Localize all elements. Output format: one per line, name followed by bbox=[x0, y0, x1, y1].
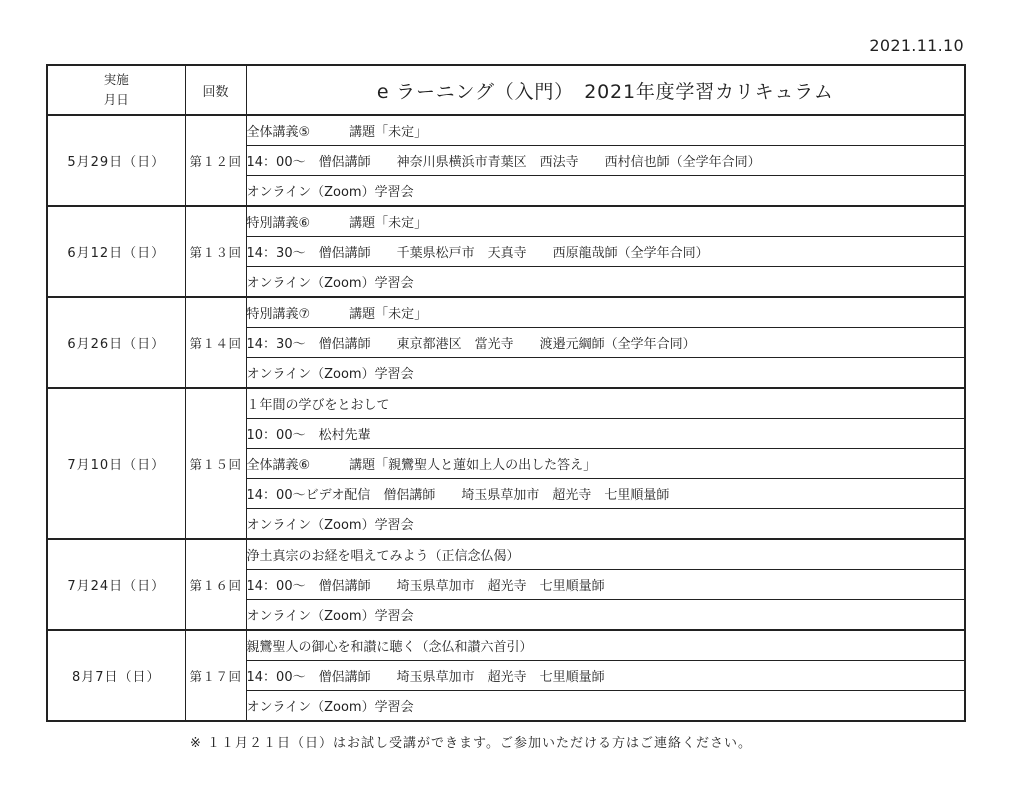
session-group bbox=[47, 115, 965, 206]
session-group bbox=[47, 388, 965, 539]
session-group bbox=[47, 297, 965, 388]
session-detail: 14：00～ 僧侶講師 埼玉県草加市 超光寺 七里順量師 bbox=[246, 570, 965, 600]
session-group bbox=[47, 539, 965, 630]
curriculum-title: e ラーニング（入門） 2021年度学習カリキュラム bbox=[246, 65, 965, 115]
session-detail: 14：00～ 僧侶講師 埼玉県草加市 超光寺 七里順量師 bbox=[246, 661, 965, 691]
session-detail: オンライン（Zoom）学習会 bbox=[246, 691, 965, 722]
session-number: 第１７回 bbox=[185, 630, 246, 721]
table-header-row bbox=[47, 65, 965, 115]
session-detail: 10：00～ 松村先輩 bbox=[246, 419, 965, 449]
table-row bbox=[47, 297, 965, 328]
session-date: 7月24日（日） bbox=[47, 539, 185, 630]
session-number: 第１５回 bbox=[185, 388, 246, 539]
session-detail: オンライン（Zoom）学習会 bbox=[246, 509, 965, 540]
session-detail: 14：00～ 僧侶講師 神奈川県横浜市青葉区 西法寺 西村信也師（全学年合同） bbox=[246, 146, 965, 176]
document-date: 2021.11.10 bbox=[869, 36, 964, 55]
session-detail: 14：30～ 僧侶講師 東京都港区 當光寺 渡邉元綱師（全学年合同） bbox=[246, 328, 965, 358]
session-detail: オンライン（Zoom）学習会 bbox=[246, 176, 965, 207]
session-number: 第１４回 bbox=[185, 297, 246, 388]
table-row bbox=[47, 630, 965, 661]
session-detail: 14：00～ビデオ配信 僧侶講師 埼玉県草加市 超光寺 七里順量師 bbox=[246, 479, 965, 509]
session-detail: 全体講義⑤ 講題「未定」 bbox=[246, 115, 965, 146]
session-detail: 浄土真宗のお経を唱えてみよう（正信念仏偈） bbox=[246, 539, 965, 570]
session-detail: 特別講義⑥ 講題「未定」 bbox=[246, 206, 965, 237]
session-detail: 14：30～ 僧侶講師 千葉県松戸市 天真寺 西原龍哉師（全学年合同） bbox=[246, 237, 965, 267]
session-number: 第１３回 bbox=[185, 206, 246, 297]
session-date: 5月29日（日） bbox=[47, 115, 185, 206]
header-date-column bbox=[47, 65, 185, 115]
session-detail: 親鸞聖人の御心を和讃に聴く（念仏和讃六首引） bbox=[246, 630, 965, 661]
session-detail: 特別講義⑦ 講題「未定」 bbox=[246, 297, 965, 328]
table-row bbox=[47, 206, 965, 237]
table-row bbox=[47, 539, 965, 570]
session-detail: 全体講義⑥ 講題「親鸞聖人と蓮如上人の出した答え」 bbox=[246, 449, 965, 479]
session-detail: オンライン（Zoom）学習会 bbox=[246, 267, 965, 298]
session-number: 第１２回 bbox=[185, 115, 246, 206]
session-date: 6月12日（日） bbox=[47, 206, 185, 297]
session-number: 第１６回 bbox=[185, 539, 246, 630]
session-group bbox=[47, 206, 965, 297]
header-date-label: 実施 月日 bbox=[103, 72, 129, 107]
session-detail: オンライン（Zoom）学習会 bbox=[246, 358, 965, 389]
table-row bbox=[47, 388, 965, 419]
session-group bbox=[47, 630, 965, 721]
header-count-column: 回数 bbox=[185, 65, 246, 115]
footnote: ※ １１月２１日（日）はお試し受講ができます。ご参加いただける方はご連絡ください。 bbox=[190, 736, 752, 751]
session-detail: オンライン（Zoom）学習会 bbox=[246, 600, 965, 631]
curriculum-table bbox=[46, 64, 966, 722]
session-date: 8月7日（日） bbox=[47, 630, 185, 721]
session-date: 7月10日（日） bbox=[47, 388, 185, 539]
session-detail: １年間の学びをとおして bbox=[246, 388, 965, 419]
table-row bbox=[47, 115, 965, 146]
session-date: 6月26日（日） bbox=[47, 297, 185, 388]
